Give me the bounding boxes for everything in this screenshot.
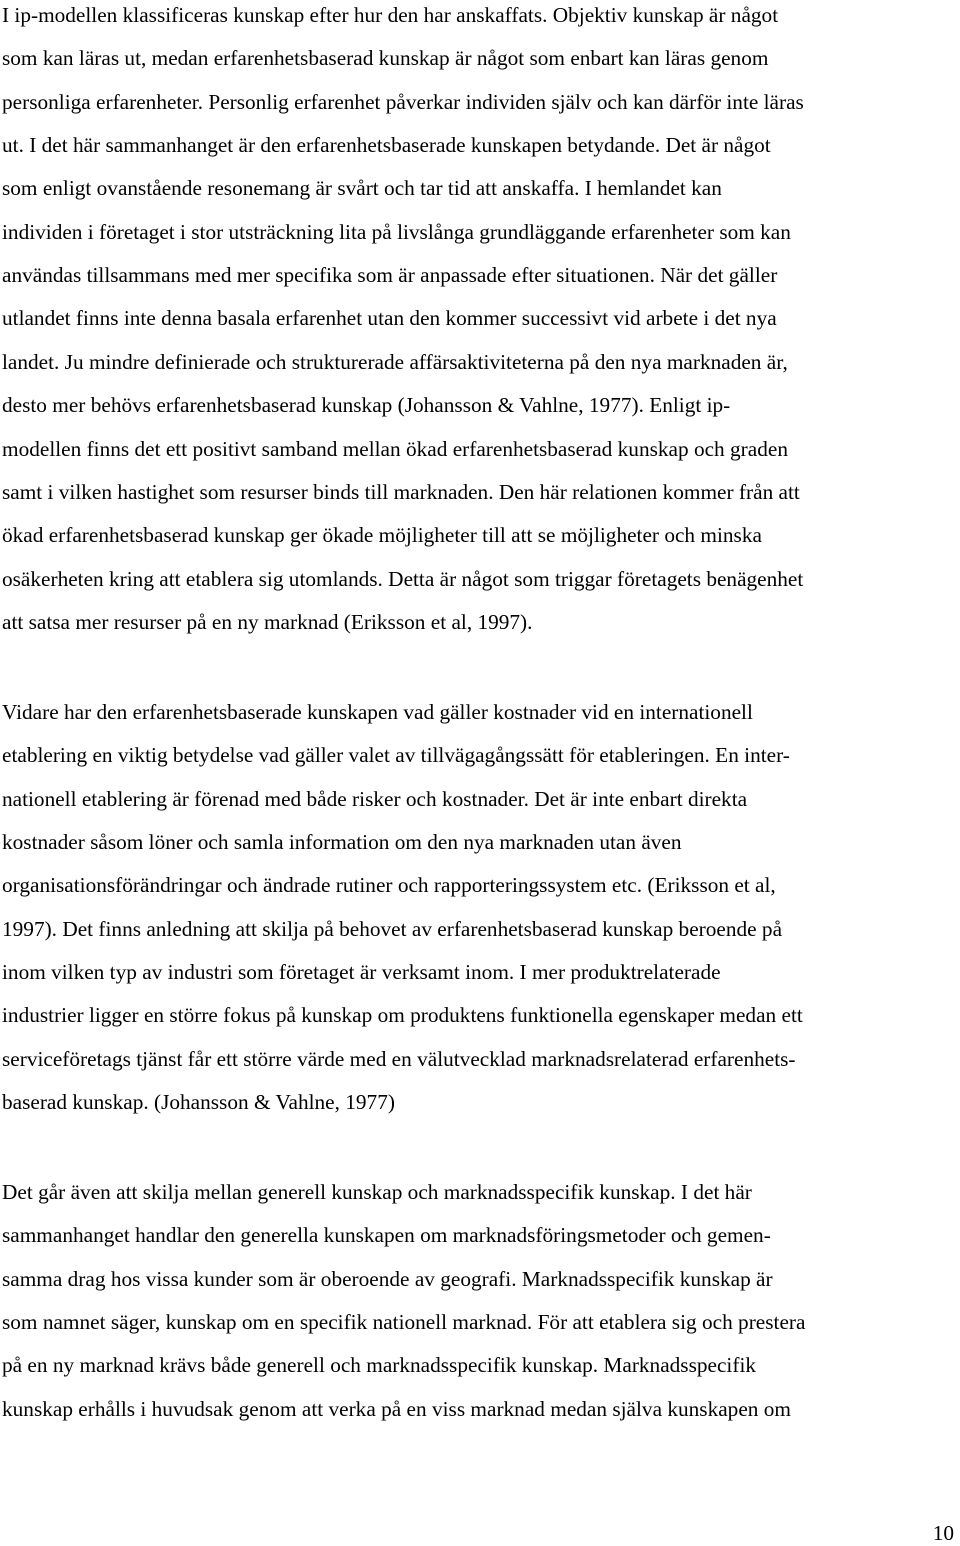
text-line: sammanhanget handlar den generella kunskapen om marknadsföringsmetoder och gemen- — [2, 1223, 771, 1247]
text-line: som enligt ovanstående resonemang är svårt och tar tid att anskaffa. I hemlandet kan — [2, 176, 722, 200]
text-line: I ip-modellen klassificeras kunskap efter hur den har anskaffats. Objektiv kunskap är något — [2, 3, 779, 27]
text-line: Vidare har den erfarenhetsbaserade kunskapen vad gäller kostnader vid en internationell — [2, 700, 753, 724]
text-line: etablering en viktig betydelse vad gäller valet av tillvägagångssätt för etableringen. En inter- — [2, 743, 790, 767]
text-line: modellen finns det ett positivt samband mellan ökad erfarenhetsbaserad kunskap och graden — [2, 437, 788, 461]
text-line: samt i vilken hastighet som resurser binds till marknaden. Den här relationen kommer från att — [2, 480, 800, 504]
text-line: desto mer behövs erfarenhetsbaserad kunskap (Johansson & Vahlne, 1977). Enligt ip- — [2, 393, 731, 417]
text-line: nationell etablering är förenad med både risker och kostnader. Det är inte enbart direkta — [2, 787, 748, 811]
text-line: personliga erfarenheter. Personlig erfarenhet påverkar individen själv och kan därför inte läras — [2, 90, 804, 114]
text-line: kunskap erhålls i huvudsak genom att verka på en viss marknad medan själva kunskapen om — [2, 1397, 791, 1421]
text-line: som namnet säger, kunskap om en specifik nationell marknad. För att etablera sig och prestera — [2, 1310, 806, 1334]
text-line: på en ny marknad krävs både generell och marknadsspecifik kunskap. Marknadsspecifik — [2, 1353, 757, 1377]
text-line: samma drag hos vissa kunder som är oberoende av geografi. Marknadsspecifik kunskap är — [2, 1267, 773, 1291]
text-line: baserad kunskap. (Johansson & Vahlne, 1977) — [2, 1090, 395, 1114]
text-line: som kan läras ut, medan erfarenhetsbaserad kunskap är något som enbart kan läras genom — [2, 46, 769, 70]
text-line: att satsa mer resurser på en ny marknad (Eriksson et al, 1997). — [2, 610, 533, 634]
text-line: ut. I det här sammanhanget är den erfarenhetsbaserade kunskapen betydande. Det är något — [2, 133, 771, 157]
text-line: industrier ligger en större fokus på kunskap om produktens funktionella egenskaper medan ett — [2, 1003, 803, 1027]
text-line: utlandet finns inte denna basala erfarenhet utan den kommer successivt vid arbete i det nya — [2, 306, 777, 330]
text-line: serviceföretags tjänst får ett större värde med en välutvecklad marknadsrelaterad erfarenhets- — [2, 1047, 796, 1071]
text-line: organisationsförändringar och ändrade rutiner och rapporteringssystem etc. (Eriksson et al, — [2, 873, 776, 897]
text-line: osäkerheten kring att etablera sig utomlands. Detta är något som triggar företagets benägenhet — [2, 567, 804, 591]
text-line: landet. Ju mindre definierade och strukturerade affärsaktiviteterna på den nya marknaden är, — [2, 350, 788, 374]
text-line: kostnader såsom löner och samla information om den nya marknaden utan även — [2, 830, 682, 854]
text-line: Det går även att skilja mellan generell kunskap och marknadsspecifik kunskap. I det här — [2, 1180, 752, 1204]
page-number: 10 — [932, 1521, 954, 1545]
text-line: användas tillsammans med mer specifika som är anpassade efter situationen. När det gäller — [2, 263, 778, 287]
text-line: individen i företaget i stor utsträckning lita på livslånga grundläggande erfarenheter som kan — [2, 220, 791, 244]
text-line: ökad erfarenhetsbaserad kunskap ger ökade möjligheter till att se möjligheter och minska — [2, 523, 762, 547]
text-line: 1997). Det finns anledning att skilja på behovet av erfarenhetsbaserad kunskap beroende på — [2, 917, 783, 941]
text-line: inom vilken typ av industri som företaget är verksamt inom. I mer produktrelaterade — [2, 960, 721, 984]
